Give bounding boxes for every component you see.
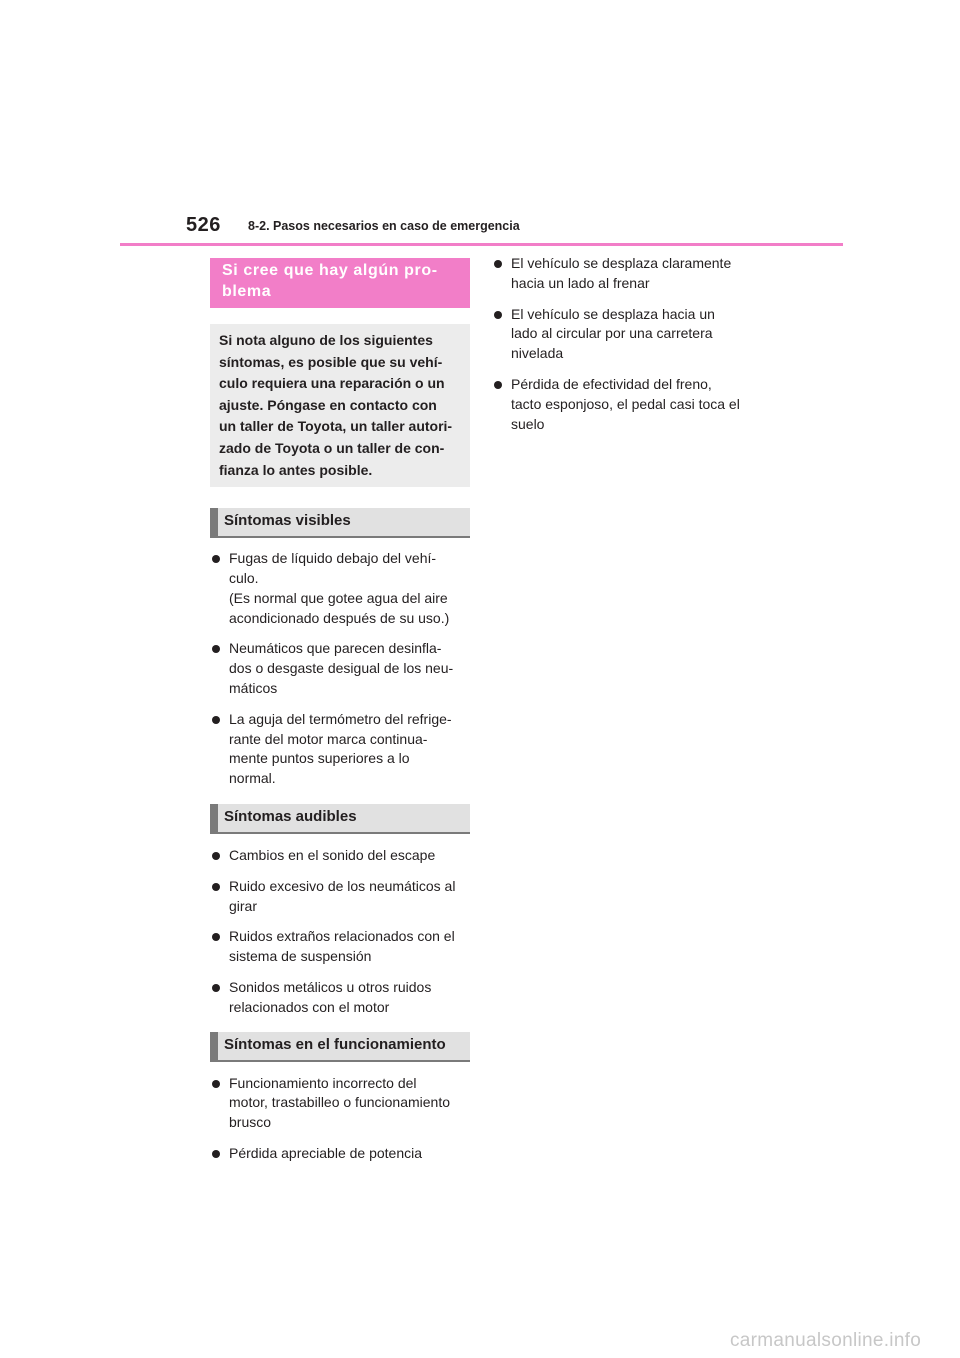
section-title: 8-2. Pasos necesarios en caso de emergencia: [248, 219, 520, 233]
visible-symptoms-heading: [210, 508, 470, 538]
list-item: Neumáticos que parecen desinfla- dos o desgaste desigual de los neu- máticos: [210, 639, 470, 698]
audible-symptoms-list: [210, 846, 470, 1018]
audible-symptoms-heading-text: Síntomas audibles: [224, 807, 357, 825]
left-column: [210, 258, 470, 1175]
audible-symptoms-heading: [210, 804, 470, 834]
list-item: Fugas de líquido debajo del vehí- culo. (Es normal que gotee agua del aire acondicionado después de su uso.): [210, 549, 470, 628]
right-column: [492, 254, 754, 445]
visible-symptoms-list: [210, 549, 470, 789]
list-item: Pérdida apreciable de potencia: [210, 1144, 470, 1164]
list-item: Funcionamiento incorrecto del motor, trastabilleo o funcionamiento brusco: [210, 1074, 470, 1133]
intro-text: Si nota alguno de los siguientes síntomas, es posible que su vehí- culo requiera una reparación o un ajuste. Póngase en contacto con un taller de Toyota, un taller autori- zado de Toyota o un taller de con- fianza lo antes posible.: [219, 332, 453, 478]
list-item: Pérdida de efectividad del freno, tacto esponjoso, el pedal casi toca el suelo: [492, 375, 754, 434]
list-item: Ruido excesivo de los neumáticos al girar: [210, 877, 470, 917]
main-heading: [210, 258, 470, 308]
operation-symptoms-list-continued: [492, 254, 754, 434]
operation-symptoms-heading-text: Síntomas en el funcionamiento: [224, 1035, 446, 1053]
list-item: Cambios en el sonido del escape: [210, 846, 470, 866]
list-item: Sonidos metálicos u otros ruidos relacionados con el motor: [210, 978, 470, 1018]
list-item: El vehículo se desplaza claramente hacia un lado al frenar: [492, 254, 754, 294]
list-item: Ruidos extraños relacionados con el sistema de suspensión: [210, 927, 470, 967]
operation-symptoms-heading: [210, 1032, 470, 1062]
list-item: El vehículo se desplaza hacia un lado al circular por una carretera nivelada: [492, 305, 754, 364]
main-heading-text: Si cree que hay algún pro- blema: [222, 262, 438, 300]
watermark: carmanualsonline.info: [730, 1330, 922, 1351]
page-number: 526: [186, 214, 221, 236]
header-rule: [120, 243, 843, 246]
visible-symptoms-heading-text: Síntomas visibles: [224, 512, 351, 530]
intro-box: [210, 324, 470, 487]
list-item: La aguja del termómetro del refrige- rante del motor marca continua- mente puntos superiores a lo normal.: [210, 710, 470, 789]
operation-symptoms-list: [210, 1074, 470, 1164]
